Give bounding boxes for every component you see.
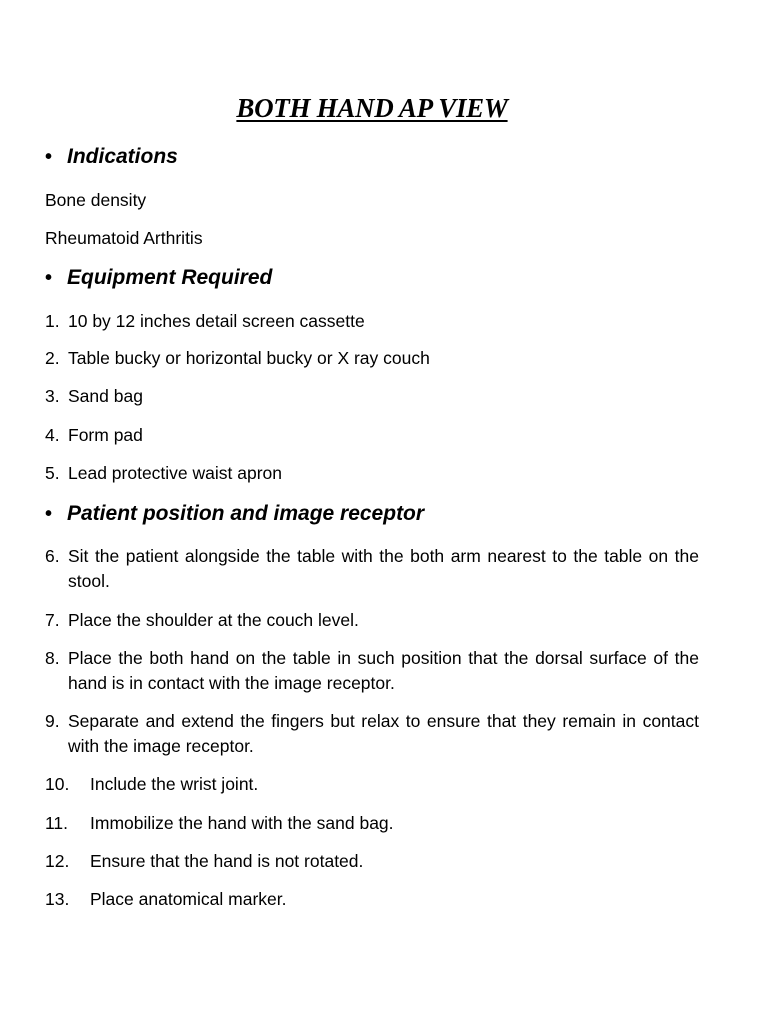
list-item <box>45 709 699 759</box>
list-item-number: 12. <box>45 851 70 871</box>
bullet-icon: • <box>45 502 53 525</box>
list-item-text: Table bucky or horizontal bucky or X ray couch <box>68 348 430 368</box>
bullet-icon: • <box>45 266 53 289</box>
indication-item: Rheumatoid Arthritis <box>45 228 203 248</box>
list-item <box>45 887 699 912</box>
list-item-number: 8. <box>45 648 60 668</box>
list-item-number: 6. <box>45 546 60 566</box>
list-item-text: 10 by 12 inches detail screen cassette <box>68 311 365 331</box>
section-heading-equipment <box>45 266 272 290</box>
list-item-number: 9. <box>45 711 60 731</box>
list-item-number: 10. <box>45 774 70 794</box>
list-item <box>45 346 699 371</box>
list-item <box>45 811 699 836</box>
list-item <box>45 544 699 594</box>
list-item <box>45 309 699 334</box>
list-item <box>45 849 699 874</box>
section-heading-label: Indications <box>67 145 178 168</box>
page-title: BOTH HAND AP VIEW <box>236 93 508 123</box>
list-item-text: Separate and extend the fingers but relax to ensure that they remain in contact with the image receptor. <box>68 711 699 756</box>
list-item <box>45 461 699 486</box>
list-item-text: Include the wrist joint. <box>90 774 259 794</box>
list-item <box>45 608 699 633</box>
list-item <box>45 646 699 696</box>
list-item-number: 3. <box>45 386 60 406</box>
bullet-icon: • <box>45 145 53 168</box>
list-item-text: Form pad <box>68 425 143 445</box>
section-heading-patient-position <box>45 502 424 526</box>
list-item-number: 5. <box>45 463 60 483</box>
list-item-text: Sand bag <box>68 386 143 406</box>
section-heading-label: Patient position and image receptor <box>67 502 425 525</box>
list-item-text: Sit the patient alongside the table with the both arm nearest to the table on the stool. <box>68 546 699 591</box>
list-item-text: Lead protective waist apron <box>68 463 283 483</box>
list-item-number: 4. <box>45 425 60 445</box>
list-item-text: Immobilize the hand with the sand bag. <box>90 813 394 833</box>
list-item <box>45 384 699 409</box>
list-item-text: Place anatomical marker. <box>90 889 287 909</box>
list-item-number: 7. <box>45 610 60 630</box>
list-item-number: 11. <box>45 813 69 833</box>
section-heading-label: Equipment Required <box>67 266 273 289</box>
list-item-text: Ensure that the hand is not rotated. <box>90 851 364 871</box>
list-item <box>45 772 699 797</box>
list-item-number: 13. <box>45 889 70 909</box>
indication-item: Bone density <box>45 190 147 210</box>
list-item-text: Place the shoulder at the couch level. <box>68 610 359 630</box>
list-item-text: Place the both hand on the table in such position that the dorsal surface of the hand is in contact with the image receptor. <box>68 648 699 693</box>
list-item-number: 2. <box>45 348 60 368</box>
list-item <box>45 423 699 448</box>
list-item-number: 1. <box>45 311 60 331</box>
section-heading-indications <box>45 145 178 169</box>
